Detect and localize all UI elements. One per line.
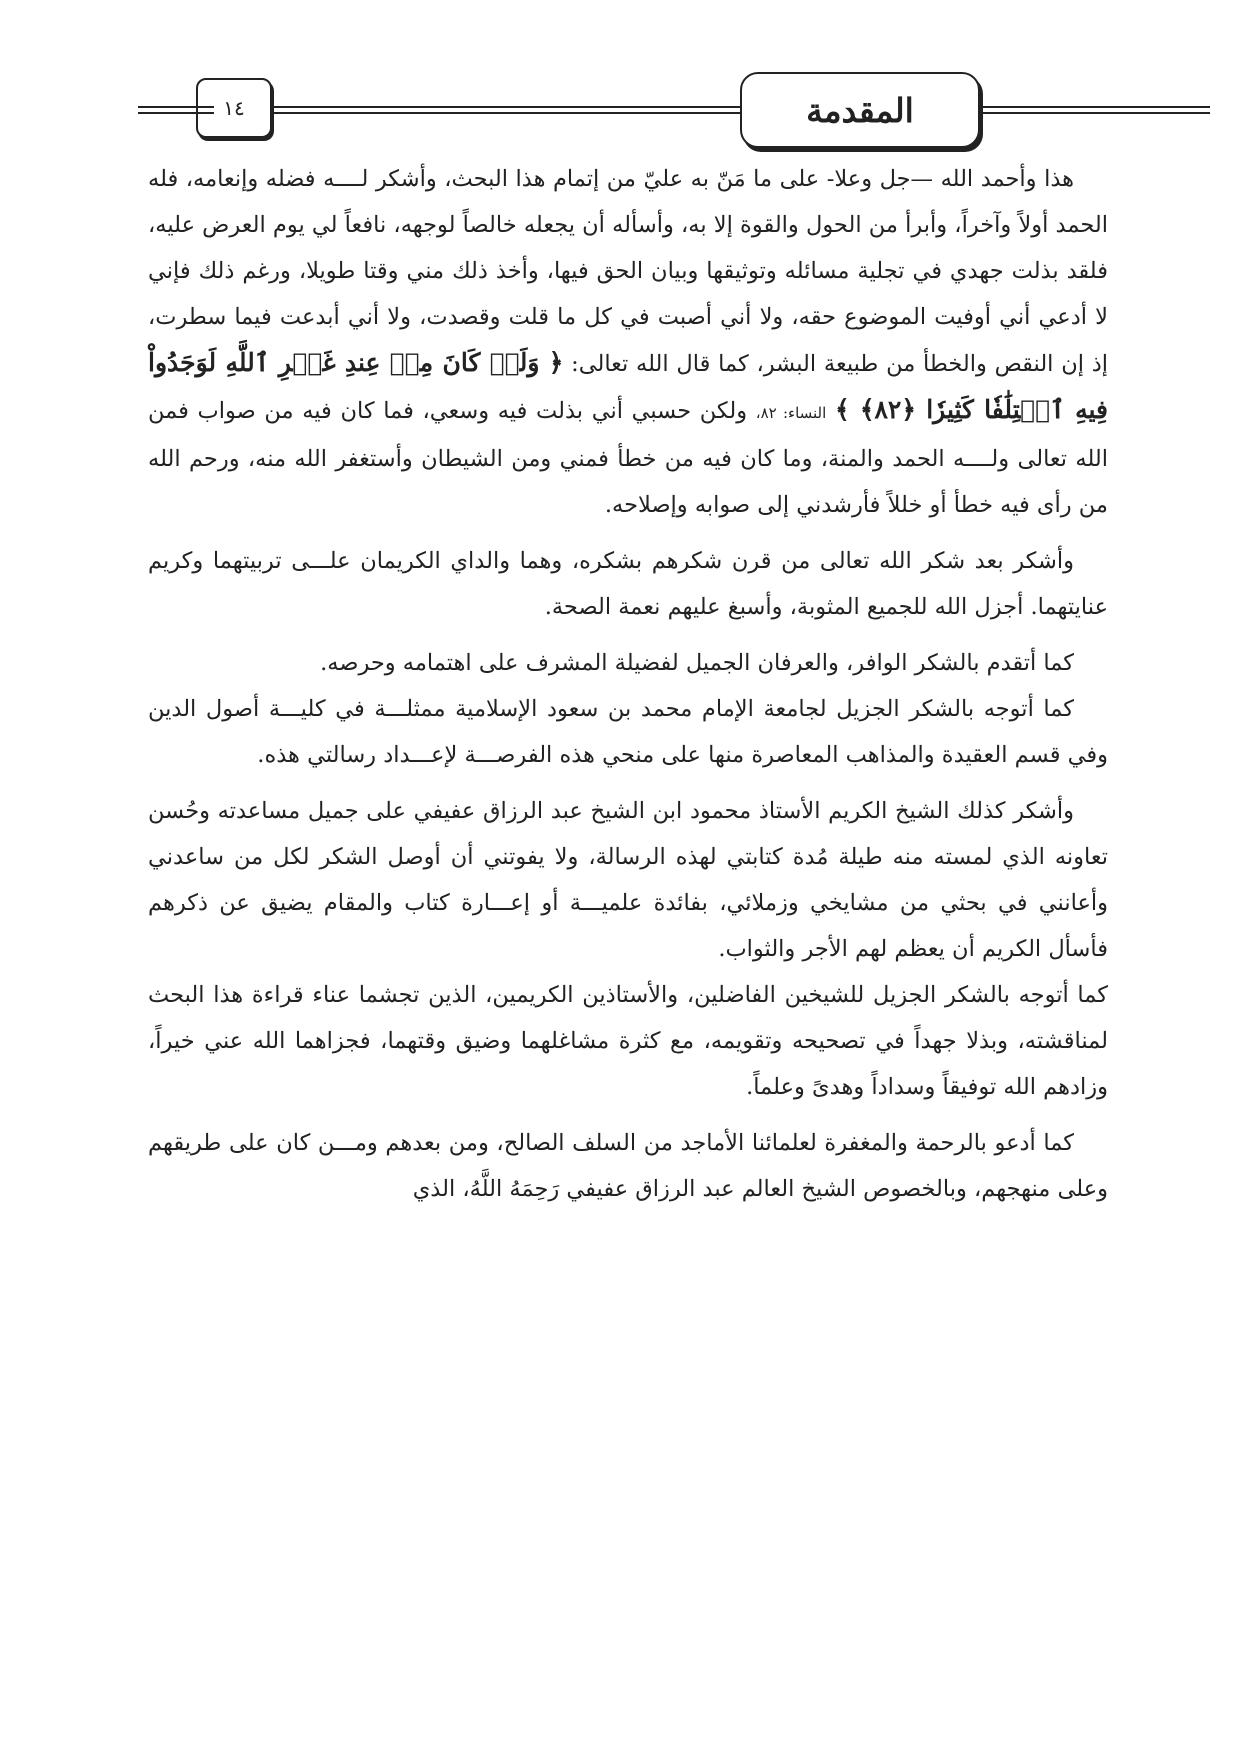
paragraph-rest: ولكن حسبي أني بذلت فيه وسعي، فما كان فيه من صواب فمن الله تعالى ولــــه الحمد والمنة، وما كان فيه من خطأ فمني ومن الشيطان وأستغفر الله منه، ورحم الله من رأى فيه خطأ أو خللاً فأرشدني إلى صوابه وإصلاحه.	[148, 398, 1108, 518]
chapter-title: المقدمة	[806, 90, 914, 130]
header-rule-left	[138, 106, 214, 114]
paragraph-prayer: كما أدعو بالرحمة والمغفرة لعلمائنا الأماجد من السلف الصالح، ومن بعدهم ومـــن كان على طريقهم وعلى منهجهم، وبالخصوص الشيخ العالم عبد الرزاق عفيفي رَحِمَهُ اللَّهُ، الذي	[148, 1130, 1108, 1202]
chapter-title-box	[740, 72, 980, 148]
header-rule-middle	[270, 106, 740, 114]
body-text	[148, 156, 1108, 1212]
verse-reference: النساء: ٨٢،	[755, 404, 827, 422]
page-number: ١٤	[223, 96, 245, 120]
page-header	[120, 72, 1210, 154]
paragraph-sheikh-mahmoud: وأشكر كذلك الشيخ الكريم الأستاذ محمود ابن الشيخ عبد الرزاق عفيفي على جميل مساعدته وحُسن تعاونه الذي لمسته منه طيلة مُدة كتابتي لهذه الرسالة، ولا يفوتني أن أوصل الشكر لكل من ساعدني وأعانني في بحثي من مشايخي وزملائي، بفائدة علميـــة أو إعـــارة كتاب والمقام يضيق عن ذكرهم فأسأل الكريم أن يعظم لهم الأجر والثواب.	[148, 798, 1108, 962]
paragraph-intro: هذا وأحمد الله —جل وعلا- على ما مَنّ به عليّ من إتمام هذا البحث، وأشكر لــــه فضله وإنعامه، فله الحمد أولاً وآخراً، وأبرأ من الحول والقوة إلا به، وأسأله أن يجعله خالصاً لوجهه، نافعاً لي يوم العرض عليه، فلقد بذلت جهدي في تجلية مسائله وتوثيقها وبيان الحق فيها، وأخذ ذلك مني وقتا طويلا، ورغم ذلك فإني لا أدعي أني أوفيت الموضوع حقه، ولا أني أصبت في كل ما قلت وقصدت، ولا أني أبدعت فيما سطرت، إذ إن النقص والخطأ من طبيعة البشر، كما قال الله تعالى:	[148, 166, 1108, 377]
header-rule-right	[978, 106, 1210, 114]
paragraph-examiners: كما أتوجه بالشكر الجزيل للشيخين الفاضلين، والأستاذين الكريمين، الذين تجشما عناء قراءة هذا البحث لمناقشته، وبذلا جهداً في تصحيحه وتقويمه، مع كثرة مشاغلهما وضيق وقتهما، فجزاهما الله عني خيراً، وزادهم الله توفيقاً وسداداً وهدىً وعلماً.	[148, 982, 1108, 1100]
quran-verse: ﴿ وَلَوۡ كَانَ مِنۡ عِندِ غَيۡرِ ٱللَّهِ لَوَجَدُواْ فِيهِ ٱخۡتِلَٰفٗا كَثِيرٗا ﴿٨٢﴾ ﴾	[148, 348, 1109, 424]
paragraph-thanks-god	[148, 156, 1108, 528]
paragraph-university: كما أتوجه بالشكر الجزيل لجامعة الإمام محمد بن سعود الإسلامية ممثلـــة في كليـــة أصول الدين وفي قسم العقيدة والمذاهب المعاصرة منها على منحي هذه الفرصـــة لإعـــداد رسالتي هذه.	[148, 696, 1108, 768]
paragraph-parents: وأشكر بعد شكر الله تعالى من قرن شكرهم بشكره، وهما والداي الكريمان علـــى تربيتهما وكريم عنايتهما. أجزل الله للجميع المثوبة، وأسبغ عليهم نعمة الصحة.	[148, 548, 1108, 620]
paragraph-supervisor: كما أتقدم بالشكر الوافر، والعرفان الجميل لفضيلة المشرف على اهتمامه وحرصه.	[320, 650, 1074, 676]
